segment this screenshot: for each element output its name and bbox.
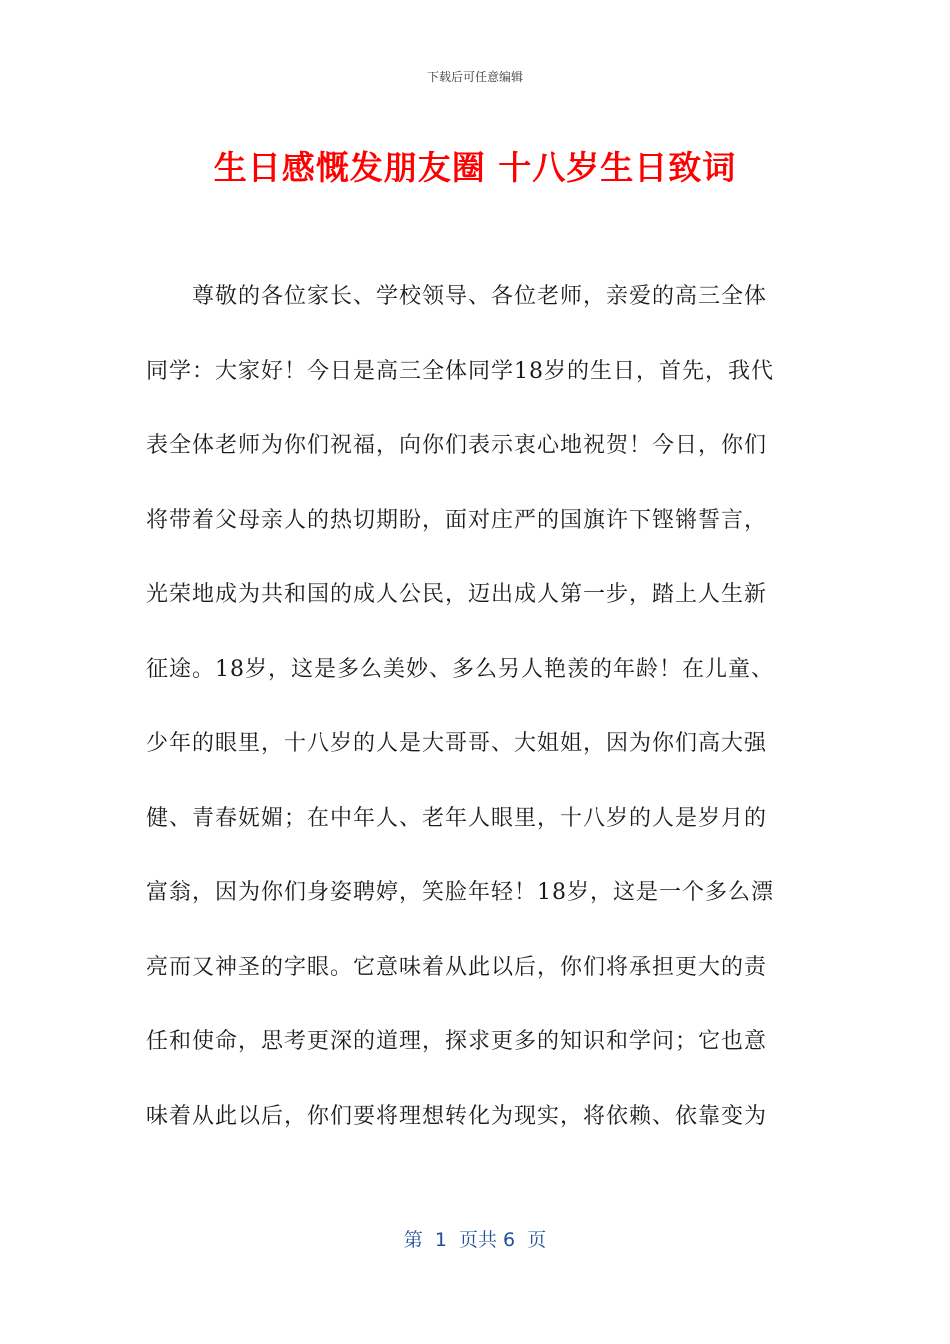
paragraph-line: 光荣地成为共和国的成人公民，迈出成人第一步，踏上人生新 (146, 582, 768, 607)
paragraph-line: 任和使命，思考更深的道理，探求更多的知识和学问；它也意 (146, 1029, 768, 1054)
paragraph-line: 同学：大家好！今日是高三全体同学18岁的生日，首先，我代 (146, 358, 774, 384)
paragraph-line: 味着从此以后，你们要将理想转化为现实，将依赖、依靠变为 (146, 1103, 768, 1129)
paragraph-line: 将带着父母亲人的热切期盼，面对庄严的国旗许下铿锵誓言， (146, 507, 768, 533)
page-footer: 第 1 页共 6 页 (403, 1229, 547, 1251)
paragraph-line: 亮而又神圣的字眼。它意味着从此以后，你们将承担更大的责 (146, 954, 768, 980)
document-title: 生日感慨发朋友圈 十八岁生日致词 (213, 148, 737, 187)
paragraph-line: 尊敬的各位家长、学校领导、各位老师，亲爱的高三全体 (192, 284, 768, 309)
header-note: 下载后可任意编辑 (426, 70, 523, 84)
paragraph-line: 表全体老师为你们祝福，向你们表示衷心地祝贺！今日，你们 (146, 433, 768, 458)
paragraph-line: 少年的眼里，十八岁的人是大哥哥、大姐姐，因为你们高大强 (146, 731, 768, 756)
paragraph-line: 富翁，因为你们身姿聘婷，笑脸年轻！18岁，这是一个多么漂 (146, 880, 774, 905)
paragraph-line: 健、青春妩媚；在中年人、老年人眼里，十八岁的人是岁月的 (146, 805, 768, 831)
document-body (146, 272, 806, 1166)
paragraph-line: 征途。18岁，这是多么美妙、多么另人艳羡的年龄！在儿童、 (146, 656, 774, 682)
